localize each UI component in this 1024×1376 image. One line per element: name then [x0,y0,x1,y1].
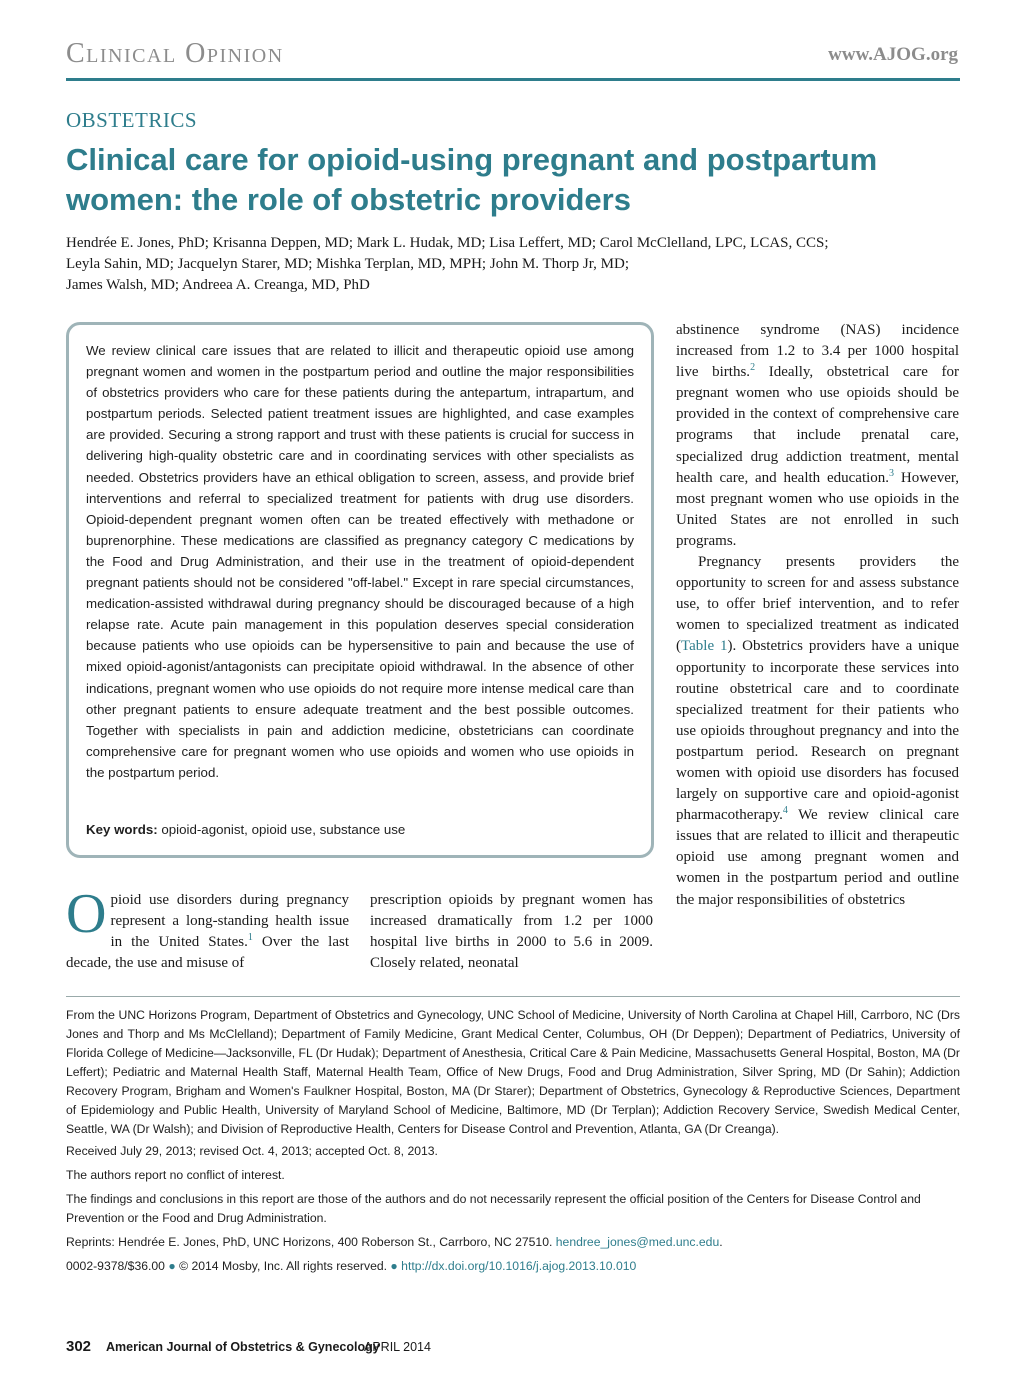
reprints-text: Reprints: Hendrée E. Jones, PhD, UNC Horizons, 400 Roberson St., Carrboro, NC 27510. [66,1235,553,1249]
author-list [66,233,960,296]
body-column-middle [370,890,653,974]
reference-link[interactable]: 2 [750,362,756,374]
email-suffix: . [719,1235,723,1249]
keywords-label: Key words: [86,822,158,837]
journal-url[interactable]: www.AJOG.org [828,44,958,65]
body-text: Pregnancy presents providers the opportunity to screen for and assess substance use, to offer brief intervention, and to refer women to specialized treatment as indicated ( [676,554,959,655]
publication-info [66,1257,960,1276]
footnotes [66,1006,960,1281]
body-text: abstinence syndrome (NAS) incidence increased from 1.2 to 3.4 per 1000 hospital live births. [676,322,959,381]
body-text: However, most pregnant women who use opioids in the United States are not enrolled in such programs. [676,469,959,549]
header-rule [66,78,960,81]
keywords [86,822,634,837]
issue-date: APRIL 2014 [364,1340,431,1354]
email-link[interactable]: hendree_jones@med.unc.edu [555,1235,720,1249]
bullet-separator: ● [168,1259,176,1273]
bullet-separator: ● [390,1259,398,1273]
reference-link[interactable]: 3 [889,467,895,479]
abstract-text: We review clinical care issues that are related to illicit and therapeutic opioid use among pregnant women and women in the postpartum period and outline the major responsibilities of obstetrics providers who care for these patients during the antepartum, intrapartum, and postpartum periods. Selected patient treatment issues are highlighted, and case examples are provided. Securing a strong rapport and trust with these patients is crucial for success in delivering high-quality obstetric care and in coordinating services with other specialists as needed. Obstetrics providers have an ethical obligation to screen, assess, and provide brief interventions and referral to specialized treatment for patients with drug use disorders. Opioid-dependent pregnant women often can be treated effectively with methadone or buprenorphine. These medications are classified as pregnancy category C medications by the Food and Drug Administration, and their use in the treatment of opioid-dependent pregnant patients should not be considered "off-label." Except in rare special circumstances, medication-assisted withdrawal during pregnancy should be discouraged because of a high relapse rate. Acute pain management in this population deserves special consideration because patients who use opioids can be hypersensitive to pain and because the use of mixed opioid-agonist/antagonists can precipitate opioid withdrawal. In the absence of other indications, pregnant women who use opioids do not require more intense medical care than other pregnant patients to ensure adequate treatment and the best possible outcomes. Together with specialists in pain and addiction medicine, obstetricians can coordinate comprehensive care for pregnant women who use opioids and women who use opioids in the postpartum period. [86,343,634,780]
drop-cap: O [66,883,107,945]
authors-line: Hendrée E. Jones, PhD; Krisanna Deppen, MD; Mark L. Hudak, MD; Lisa Leffert, MD; Carol McClelland, LPC, LCAS, CCS; [66,235,829,251]
page-number: 302 [66,1338,92,1355]
journal-name: American Journal of Obstetrics & Gynecology [106,1340,380,1354]
body-column-left [66,883,349,974]
keywords-list: opioid-agonist, opioid use, substance use [161,822,406,837]
reference-link[interactable]: 4 [782,805,788,817]
journal-section-label: Clinical Opinion [66,38,284,69]
disclaimer: The findings and conclusions in this report are those of the authors and do not necessarily represent the official position of the Centers for Disease Control and Prevention or the Food and Drug Administration. [66,1192,921,1225]
authors-line: Leyla Sahin, MD; Jacquelyn Starer, MD; Mishka Terplan, MD, MPH; John M. Thorp Jr, MD; [66,256,629,272]
affiliations: From the UNC Horizons Program, Department of Obstetrics and Gynecology, UNC School of Medicine, University of North Carolina at Chapel Hill, Carrboro, NC (Drs Jones and Thorp and Ms McClelland); Department of Family Medicine, Grant Medical Center, Columbus, OH (Dr Deppen); Department of Pediatrics, University of Florida College of Medicine—Jacksonville, FL (Dr Hudak); Department of Anesthesia, Critical Care & Pain Medicine, Massachusetts General Hospital, Boston, MA (Dr Leffert); Pediatric and Maternal Health Staff, Maternal Health Team, Office of New Drugs, Food and Drug Administration, Silver Spring, MD (Dr Sahin); Addiction Recovery Program, Brigham and Women's Faulkner Hospital, Boston, MA (Dr Starer); Department of Obstetrics, Gynecology & Reproductive Sciences, Department of Epidemiology and Public Health, University of Maryland School of Medicine, Baltimore, MD (Dr Terplan); Addiction Recovery Service, Swedish Medical Center, Seattle, WA (Dr Walsh); and Division of Reproductive Health, Centers for Disease Control and Prevention, Atlanta, GA (Dr Creanga). [66,1008,960,1136]
footnote-rule [66,996,960,997]
body-text: pioid use disorders during pregnancy represent a long-standing health issue in the United States. [110,892,349,951]
reference-link[interactable]: 1 [247,932,253,944]
received-dates: Received July 29, 2013; revised Oct. 4, 2013; accepted Oct. 8, 2013. [66,1144,438,1158]
doi-link[interactable]: http://dx.doi.org/10.1016/j.ajog.2013.10.010 [401,1259,637,1273]
body-text: Over the last decade, the use and misuse of [66,934,349,972]
article-title: Clinical care for opioid-using pregnant and postpartum women: the role of obstetric providers [66,142,878,217]
body-text: We review clinical care issues that are related to illicit and therapeutic opioid use among pregnant women and women in the postpartum period and outline the major responsibilities of obstetrics [676,807,959,908]
table-link[interactable]: Table 1 [681,638,728,655]
reprints [66,1233,960,1252]
body-text: ). Obstetrics providers have a unique opportunity to incorporate these services into routine obstetrical care and to coordinate specialized treatment for their patients who use opioids throughout pregnancy and into the postpartum period. Research on pregnant women with opioid use disorders has focused largely on supportive care and opioid-agonist pharmacotherapy. [676,638,959,824]
conflict-statement: The authors report no conflict of interest. [66,1168,285,1182]
authors-line: James Walsh, MD; Andreea A. Creanga, MD, PhD [66,277,370,293]
issn: 0002-9378/$36.00 [66,1259,165,1273]
copyright: © 2014 Mosby, Inc. All rights reserved. [179,1259,388,1273]
article-category: OBSTETRICS [66,108,198,132]
body-text: Ideally, obstetrical care for pregnant women who use opioids should be provided in the context of comprehensive care programs that include prenatal care, specialized drug addiction treatment, mental health care, and health education. [676,364,960,486]
body-column-right [676,320,959,911]
body-text: prescription opioids by pregnant women has increased dramatically from 1.2 per 1000 hospital live births in 2000 to 5.6 in 2009. Closely related, neonatal [370,892,653,972]
